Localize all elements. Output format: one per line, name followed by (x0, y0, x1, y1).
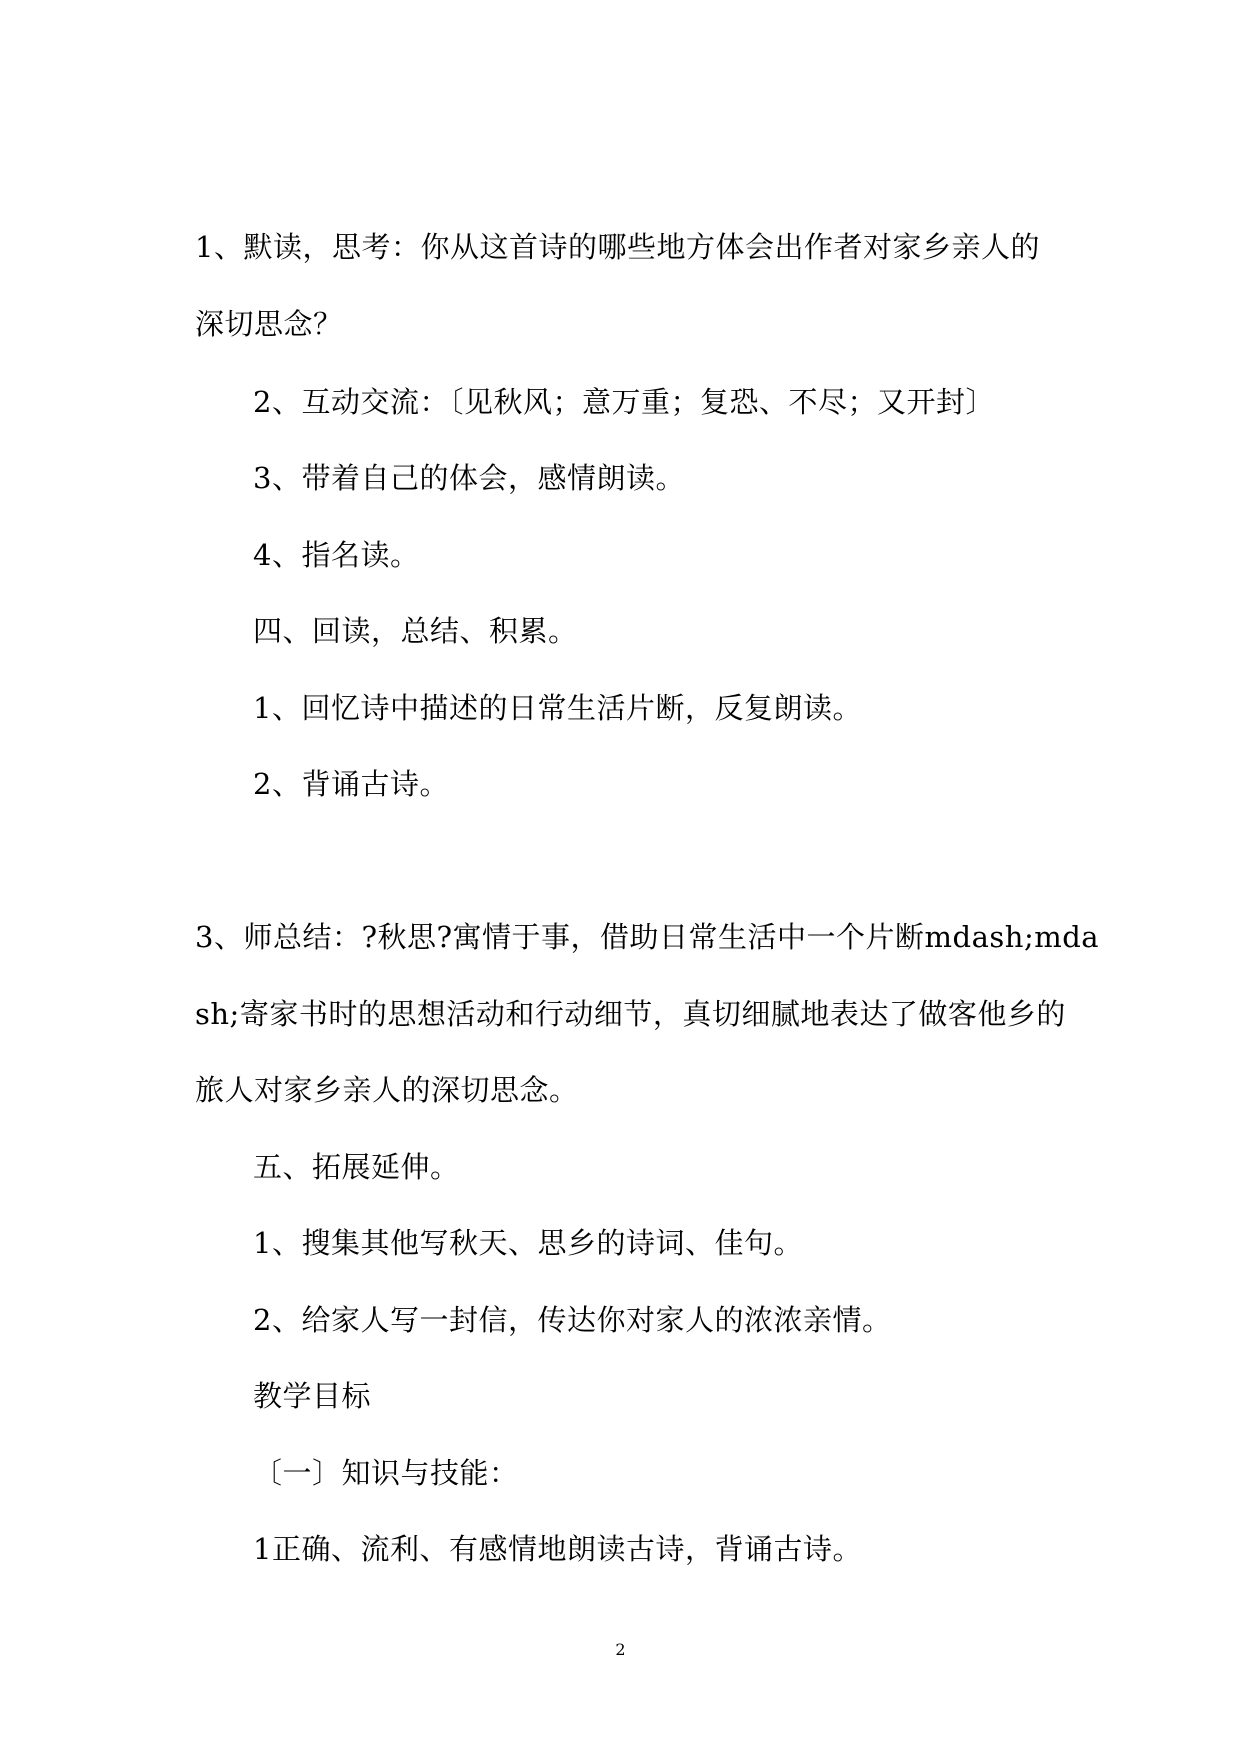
text-line: 1、默读，思考：你从这首诗的哪些地方体会出作者对家乡亲人的 (195, 230, 1040, 264)
text-line: 1、搜集其他写秋天、思乡的诗词、佳句。 (253, 1226, 803, 1260)
text-line: sh;寄家书时的思想活动和行动细节，真切细腻地表达了做客他乡的 (195, 997, 1066, 1031)
text-line: 深切思念？ (195, 307, 343, 341)
section-heading: 教学目标 (253, 1379, 372, 1413)
text-line: 4、指名读。 (253, 538, 420, 572)
page-number: 2 (615, 1640, 626, 1659)
text-line: 3、带着自己的体会，感情朗读。 (253, 461, 685, 495)
section-heading: 四、回读，总结、积累。 (253, 614, 578, 648)
text-line: 3、师总结：?秋思?寓情于事，借助日常生活中一个片断mdash;mda (195, 920, 1100, 954)
section-heading: 五、拓展延伸。 (253, 1150, 460, 1184)
subsection-heading: 〔一〕知识与技能： (253, 1456, 519, 1490)
text-line: 2、互动交流：〔见秋风；意万重；复恐、不尽；又开封〕 (253, 385, 995, 419)
text-line: 1、回忆诗中描述的日常生活片断，反复朗读。 (253, 691, 862, 725)
text-line: 1正确、流利、有感情地朗读古诗，背诵古诗。 (253, 1532, 862, 1566)
text-line: 2、背诵古诗。 (253, 767, 449, 801)
text-line: 2、给家人写一封信，传达你对家人的浓浓亲情。 (253, 1303, 892, 1337)
text-line: 旅人对家乡亲人的深切思念。 (195, 1073, 579, 1107)
